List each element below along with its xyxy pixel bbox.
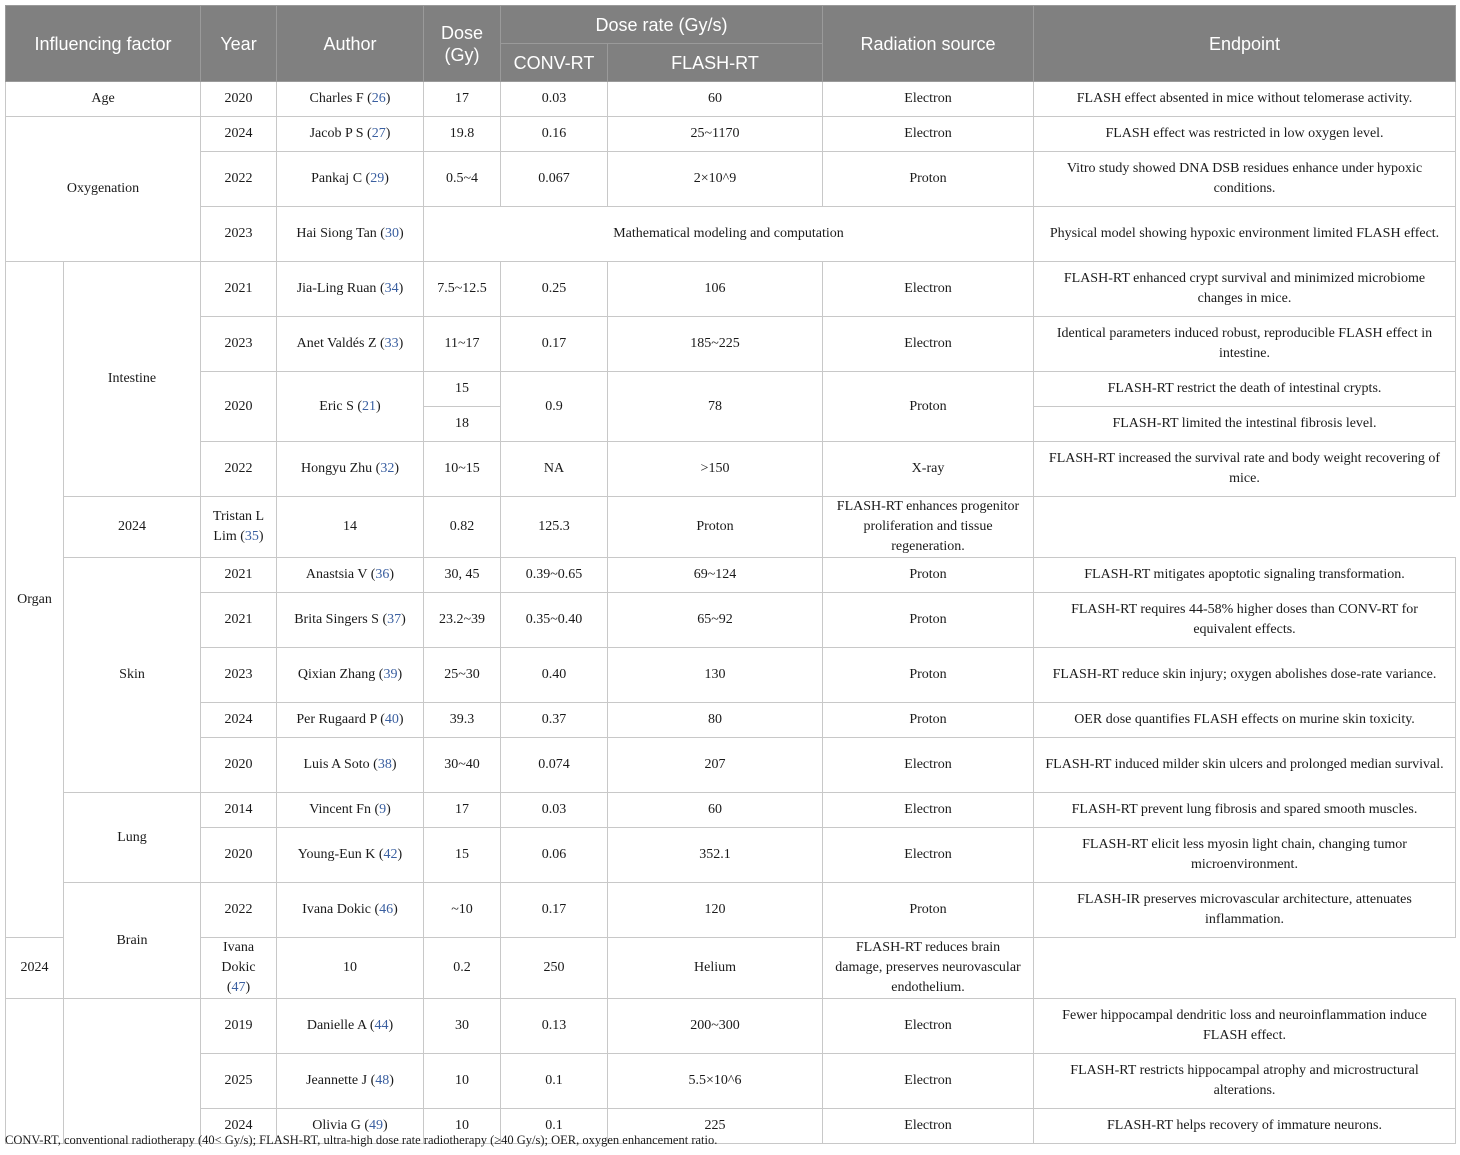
cell-conv-rt: 0.35~0.40 (501, 593, 608, 648)
group-blank-sub (64, 999, 201, 1144)
cell-conv-rt: 0.1 (501, 1109, 608, 1144)
cell-dose: 23.2~39 (424, 593, 501, 648)
table-row (6, 152, 1456, 207)
cell-endpoint: FLASH-RT limited the intestinal fibrosis level. (1034, 407, 1456, 442)
flash-rt-table (5, 5, 1456, 1144)
author-name: Eric S (319, 398, 354, 414)
cell-dose: 10~15 (424, 442, 501, 497)
cell-radiation-source: Proton (823, 703, 1034, 738)
cell-radiation-source: Proton (823, 558, 1034, 593)
reference-link[interactable]: 32 (380, 461, 395, 476)
cell-dose: 17 (424, 793, 501, 828)
table-row (6, 593, 1456, 648)
cell-radiation-source: Electron (823, 999, 1034, 1054)
header-author: Author (277, 6, 424, 82)
cell-dose: 11~17 (424, 317, 501, 372)
cell-flash-rt: 65~92 (608, 593, 823, 648)
cell-conv-rt: 0.2 (424, 938, 501, 999)
cell-radiation-source: Electron (823, 317, 1034, 372)
cell-author: Anet Valdés Z (33) (277, 317, 424, 372)
cell-year: 2024 (6, 938, 64, 999)
cell-endpoint: FLASH-RT reduce skin injury; oxygen abolishes dose-rate variance. (1034, 648, 1456, 703)
cell-flash-rt: 225 (608, 1109, 823, 1144)
cell-endpoint: FLASH-RT requires 44-58% higher doses than CONV-RT for equivalent effects. (1034, 593, 1456, 648)
cell-dose: 10 (277, 938, 424, 999)
cell-conv-rt: 0.82 (424, 497, 501, 558)
cell-flash-rt: 2×10^9 (608, 152, 823, 207)
cell-endpoint: OER dose quantifies FLASH effects on murine skin toxicity. (1034, 703, 1456, 738)
cell-author: Jia-Ling Ruan (34) (277, 262, 424, 317)
cell-year: 2024 (201, 1109, 277, 1144)
reference-link[interactable]: 38 (377, 757, 392, 772)
cell-endpoint: FLASH-RT helps recovery of immature neurons. (1034, 1109, 1456, 1144)
cell-flash-rt: 207 (608, 738, 823, 793)
cell-flash-rt: 69~124 (608, 558, 823, 593)
cell-author: Pankaj C (29) (277, 152, 424, 207)
cell-conv-rt: 0.13 (501, 999, 608, 1054)
cell-dose: 19.8 (424, 117, 501, 152)
cell-radiation-source: Proton (823, 593, 1034, 648)
cell-radiation-source: Electron (823, 1109, 1034, 1144)
cell-dose: 15 (424, 372, 501, 407)
cell-radiation-source: Electron (823, 1054, 1034, 1109)
cell-radiation-source: X-ray (823, 442, 1034, 497)
cell-flash-rt: 80 (608, 703, 823, 738)
author-name: Tristan L Lim (212, 509, 265, 544)
cell-conv-rt: NA (501, 442, 608, 497)
cell-year: 2024 (201, 703, 277, 738)
group-organ: Organ (6, 262, 64, 938)
table-row (6, 558, 1456, 593)
cell-conv-rt: 0.03 (501, 793, 608, 828)
cell-flash-rt: 60 (608, 793, 823, 828)
reference-link[interactable]: 30 (384, 226, 399, 241)
cell-flash-rt: 5.5×10^6 (608, 1054, 823, 1109)
cell-endpoint: Physical model showing hypoxic environment limited FLASH effect. (1034, 207, 1456, 262)
table-row (6, 1054, 1456, 1109)
cell-author: Ivana Dokic (47) (201, 938, 277, 999)
cell-dose: ~10 (424, 883, 501, 938)
cell-year: 2014 (201, 793, 277, 828)
header-radiation-source: Radiation source (823, 6, 1034, 82)
table-row (6, 497, 1456, 558)
cell-conv-rt: 0.9 (501, 372, 608, 442)
cell-radiation-source: Proton (823, 372, 1034, 442)
author-name: Hai Siong Tan (296, 226, 377, 241)
cell-endpoint: FLASH-RT reduces brain damage, preserves neurovascular endothelium. (823, 938, 1034, 999)
cell-flash-rt: >150 (608, 442, 823, 497)
cell-dose: 10 (424, 1054, 501, 1109)
cell-author: Hai Siong Tan (30) (277, 207, 424, 262)
header-influencing-factor: Influencing factor (6, 6, 201, 82)
table-row (6, 262, 1456, 317)
reference-link[interactable]: 33 (384, 336, 399, 351)
cell-conv-rt: 0.06 (501, 828, 608, 883)
cell-endpoint: Fewer hippocampal dendritic loss and neuroinflammation induce FLASH effect. (1034, 999, 1456, 1054)
cell-dose: 17 (424, 82, 501, 117)
group-oxygenation: Oxygenation (6, 117, 201, 262)
cell-flash-rt: 25~1170 (608, 117, 823, 152)
cell-author: Tristan L Lim (35) (201, 497, 277, 558)
cell-author: Vincent Fn (9) (277, 793, 424, 828)
cell-endpoint: FLASH-RT increased the survival rate and body weight recovering of mice. (1034, 442, 1456, 497)
group-blank-left (6, 999, 64, 1144)
cell-flash-rt: 352.1 (608, 828, 823, 883)
cell-radiation-source: Electron (823, 117, 1034, 152)
cell-year: 2019 (201, 999, 277, 1054)
table-row (6, 117, 1456, 152)
author-name: Young-Eun K (297, 847, 376, 862)
table-row (6, 793, 1456, 828)
header-endpoint: Endpoint (1034, 6, 1456, 82)
author-name: Jeannette J (306, 1073, 368, 1088)
author-name: Pankaj C (311, 171, 363, 186)
author-name: Jia-Ling Ruan (296, 281, 377, 296)
author-name: Brita Singers S (294, 612, 379, 627)
header-flash-rt: FLASH-RT (608, 44, 823, 82)
cell-flash-rt: 250 (501, 938, 608, 999)
cell-author: Brita Singers S (37) (277, 593, 424, 648)
reference-link[interactable]: 35 (244, 529, 259, 544)
reference-link[interactable]: 21 (362, 398, 377, 414)
cell-dose: 18 (424, 407, 501, 442)
table-footnote: CONV-RT, conventional radiotherapy (40< Gy/s); FLASH-RT, ultra-high dose rate radiotherapy (≥40 Gy/s); OER, oxygen enhancement ratio. (5, 1133, 718, 1147)
cell-flash-rt: 125.3 (501, 497, 608, 558)
cell-dose: 25~30 (424, 648, 501, 703)
group-brain: Brain (64, 883, 201, 999)
cell-endpoint: FLASH-RT prevent lung fibrosis and spared smooth muscles. (1034, 793, 1456, 828)
cell-conv-rt: 0.39~0.65 (501, 558, 608, 593)
table-row (6, 648, 1456, 703)
reference-link[interactable]: 44 (374, 1018, 389, 1033)
reference-link[interactable]: 29 (370, 171, 385, 186)
cell-author: Danielle A (44) (277, 999, 424, 1054)
cell-radiation-source: Proton (823, 883, 1034, 938)
cell-flash-rt: 106 (608, 262, 823, 317)
group-lung: Lung (64, 793, 201, 883)
cell-conv-rt: 0.25 (501, 262, 608, 317)
cell-radiation-source: Proton (823, 152, 1034, 207)
cell-flash-rt: 130 (608, 648, 823, 703)
cell-author: Young-Eun K (42) (277, 828, 424, 883)
author-name: Luis A Soto (303, 757, 370, 772)
table-row (6, 82, 1456, 117)
reference-link[interactable]: 49 (369, 1118, 384, 1133)
reference-link[interactable]: 46 (379, 902, 394, 917)
cell-year: 2024 (201, 117, 277, 152)
cell-year: 2021 (201, 558, 277, 593)
cell-author: Olivia G (49) (277, 1109, 424, 1144)
reference-link[interactable]: 47 (231, 980, 246, 995)
cell-author: Jacob P S (27) (277, 117, 424, 152)
author-name: Qixian Zhang (297, 667, 376, 682)
cell-year: 2021 (201, 593, 277, 648)
cell-author: Charles F (26) (277, 82, 424, 117)
table-row (6, 442, 1456, 497)
cell-year: 2022 (201, 442, 277, 497)
cell-radiation-source: Electron (823, 82, 1034, 117)
cell-conv-rt: 0.17 (501, 317, 608, 372)
cell-flash-rt: 60 (608, 82, 823, 117)
header-dose: Dose (Gy) (424, 6, 501, 82)
cell-dose: 39.3 (424, 703, 501, 738)
reference-link[interactable]: 9 (379, 802, 387, 817)
table-row (6, 883, 1456, 938)
cell-radiation-source: Electron (823, 738, 1034, 793)
cell-endpoint: FLASH-RT enhanced crypt survival and minimized microbiome changes in mice. (1034, 262, 1456, 317)
author-name: Danielle A (306, 1018, 367, 1033)
author-name: Per Rugaard P (296, 712, 377, 727)
cell-conv-rt: 0.067 (501, 152, 608, 207)
cell-conv-rt: 0.16 (501, 117, 608, 152)
author-name: Vincent Fn (309, 802, 371, 817)
cell-endpoint: Identical parameters induced robust, reproducible FLASH effect in intestine. (1034, 317, 1456, 372)
cell-endpoint: FLASH-RT mitigates apoptotic signaling transformation. (1034, 558, 1456, 593)
cell-endpoint: FLASH-RT restrict the death of intestinal crypts. (1034, 372, 1456, 407)
group-skin: Skin (64, 558, 201, 793)
author-name: Hongyu Zhu (300, 461, 373, 476)
table-row (6, 828, 1456, 883)
table-container (5, 5, 1455, 1144)
cell-year: 2022 (201, 883, 277, 938)
cell-endpoint: FLASH-IR preserves microvascular architecture, attenuates inflammation. (1034, 883, 1456, 938)
cell-conv-rt: 0.1 (501, 1054, 608, 1109)
reference-link[interactable]: 40 (384, 712, 399, 727)
cell-dose: 10 (424, 1109, 501, 1144)
table-row (6, 938, 1456, 999)
cell-year: 2020 (201, 738, 277, 793)
cell-dose: 14 (277, 497, 424, 558)
cell-endpoint: FLASH-RT induced milder skin ulcers and prolonged median survival. (1034, 738, 1456, 793)
cell-year: 2020 (201, 372, 277, 442)
cell-dose: 0.5~4 (424, 152, 501, 207)
cell-conv-rt: 0.074 (501, 738, 608, 793)
reference-link[interactable]: 36 (375, 567, 390, 582)
cell-author: Jeannette J (48) (277, 1054, 424, 1109)
cell-year: 2025 (201, 1054, 277, 1109)
cell-year: 2024 (64, 497, 201, 558)
cell-flash-rt: 120 (608, 883, 823, 938)
reference-link[interactable]: 48 (375, 1073, 390, 1088)
cell-endpoint: FLASH-RT elicit less myosin light chain, changing tumor microenvironment. (1034, 828, 1456, 883)
group-age: Age (6, 82, 201, 117)
cell-flash-rt: 78 (608, 372, 823, 442)
author-name: Ivana Dokic (221, 940, 256, 975)
cell-endpoint: FLASH-RT restricts hippocampal atrophy and microstructural alterations. (1034, 1054, 1456, 1109)
cell-conv-rt: 0.37 (501, 703, 608, 738)
cell-year: 2023 (201, 207, 277, 262)
cell-year: 2020 (201, 82, 277, 117)
reference-link[interactable]: 39 (383, 667, 398, 682)
author-name: Charles F (309, 91, 364, 106)
cell-endpoint: FLASH effect was restricted in low oxygen level. (1034, 117, 1456, 152)
cell-endpoint: FLASH effect absented in mice without telomerase activity. (1034, 82, 1456, 117)
header-year: Year (201, 6, 277, 82)
cell-year: 2023 (201, 317, 277, 372)
cell-dose: 30, 45 (424, 558, 501, 593)
reference-link[interactable]: 34 (384, 281, 399, 296)
table-row (6, 317, 1456, 372)
table-row (6, 703, 1456, 738)
cell-endpoint: FLASH-RT enhances progenitor proliferation and tissue regeneration. (823, 497, 1034, 558)
cell-author: Hongyu Zhu (32) (277, 442, 424, 497)
cell-year: 2021 (201, 262, 277, 317)
cell-conv-rt: 0.40 (501, 648, 608, 703)
cell-author: Luis A Soto (38) (277, 738, 424, 793)
cell-merged-method: Mathematical modeling and computation (424, 207, 1034, 262)
group-intestine: Intestine (64, 262, 201, 497)
cell-dose: 30 (424, 999, 501, 1054)
cell-dose: 7.5~12.5 (424, 262, 501, 317)
cell-conv-rt: 0.03 (501, 82, 608, 117)
header-dose-rate: Dose rate (Gy/s) (501, 6, 823, 44)
reference-link[interactable]: 37 (387, 612, 402, 627)
cell-year: 2022 (201, 152, 277, 207)
cell-conv-rt: 0.17 (501, 883, 608, 938)
cell-radiation-source: Electron (823, 262, 1034, 317)
cell-flash-rt: 185~225 (608, 317, 823, 372)
cell-author: Per Rugaard P (40) (277, 703, 424, 738)
author-name: Anet Valdés Z (296, 336, 377, 351)
author-name: Olivia G (312, 1118, 361, 1133)
reference-link[interactable]: 26 (371, 91, 386, 106)
author-name: Anastsia V (305, 567, 368, 582)
cell-dose: 15 (424, 828, 501, 883)
author-name: Ivana Dokic (302, 902, 371, 917)
cell-year: 2020 (201, 828, 277, 883)
cell-radiation-source: Proton (608, 497, 823, 558)
table-row (6, 372, 1456, 407)
table-row (6, 738, 1456, 793)
cell-radiation-source: Electron (823, 793, 1034, 828)
cell-endpoint: Vitro study showed DNA DSB residues enhance under hypoxic conditions. (1034, 152, 1456, 207)
cell-dose: 30~40 (424, 738, 501, 793)
cell-radiation-source: Helium (608, 938, 823, 999)
cell-author: Anastsia V (36) (277, 558, 424, 593)
cell-radiation-source: Proton (823, 648, 1034, 703)
reference-link[interactable]: 42 (383, 847, 398, 862)
cell-flash-rt: 200~300 (608, 999, 823, 1054)
table-row (6, 999, 1456, 1054)
cell-year: 2023 (201, 648, 277, 703)
table-body (6, 82, 1456, 1144)
author-name: Jacob P S (309, 126, 364, 141)
cell-radiation-source: Electron (823, 828, 1034, 883)
reference-link[interactable]: 27 (371, 126, 386, 141)
cell-author: Eric S (21) (277, 372, 424, 442)
header-conv-rt: CONV-RT (501, 44, 608, 82)
table-row (6, 207, 1456, 262)
cell-author: Qixian Zhang (39) (277, 648, 424, 703)
cell-author: Ivana Dokic (46) (277, 883, 424, 938)
